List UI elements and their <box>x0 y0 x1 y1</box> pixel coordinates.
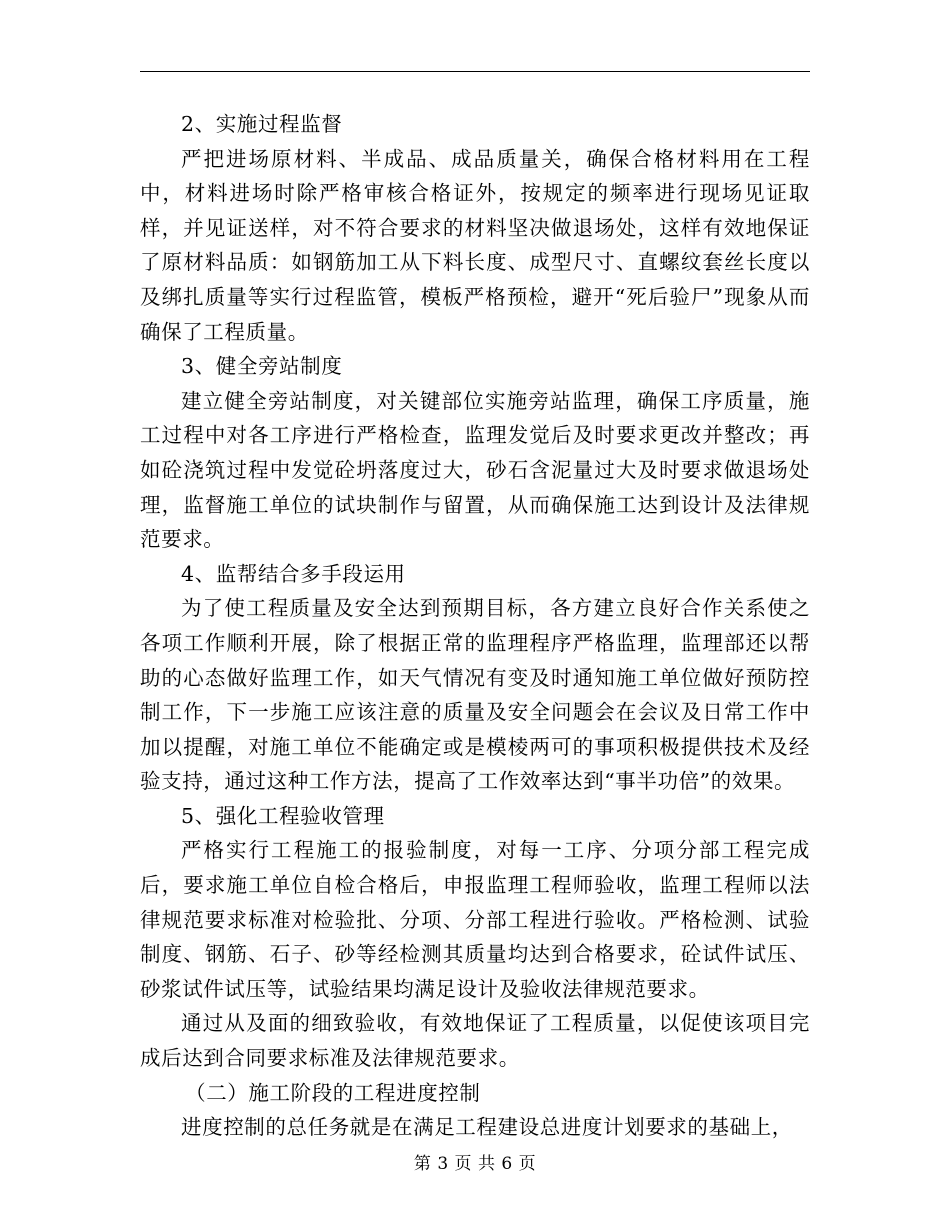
paragraph-material-control: 严把进场原材料、半成品、成品质量关，确保合格材料用在工程中，材料进场时除严格审核合格证外，按规定的频率进行现场见证取样，并见证送样，对不符合要求的材料坚决做退场处，这样有效地保证了原材料品质：如钢筋加工从下料长度、成型尺寸、直螺纹套丝长度以及绑扎质量等实行过程监管，模板严格预检，避开“死后验尸”现象从而确保了工程质量。 <box>140 146 810 344</box>
header-rule <box>140 71 810 72</box>
paragraph-progress-control: 进度控制的总任务就是在满足工程建设总进度计划要求的基础上， <box>181 1115 793 1140</box>
section-heading-4: 4、监帮结合多手段运用 <box>181 561 406 586</box>
subsection-heading-progress: （二）施工阶段的工程进度控制 <box>185 1080 481 1105</box>
section-heading-2: 2、实施过程监督 <box>181 112 343 136</box>
paragraph-acceptance-summary: 通过从及面的细致验收，有效地保证了工程质量，以促使该项目完成后达到合同要求标准及法律规范要求。 <box>140 1011 810 1071</box>
page-footer <box>0 1152 950 1176</box>
section-heading-5: 5、强化工程验收管理 <box>181 803 385 828</box>
paragraph-cooperation: 为了使工程质量及安全达到预期目标，各方建立良好合作关系使之各项工作顺利开展，除了根据正常的监理程序严格监理，监理部还以帮助的心态做好监理工作，如天气情况有变及时通知施工单位做好预防控制工作，下一步施工应该注意的质量及安全问题会在会议及日常工作中加以提醒，对施工单位不能确定或是模棱两可的事项积极提供技术及经验支持，通过这种工作方法，提高了工作效率达到“事半功倍”的效果。 <box>140 596 810 794</box>
paragraph-supervision-system: 建立健全旁站制度，对关键部位实施旁站监理，确保工序质量，施工过程中对各工序进行严格检查，监理发觉后及时要求更改并整改；再如砼浇筑过程中发觉砼坍落度过大，砂石含泥量过大及时要求做退场处理，监督施工单位的试块制作与留置，从而确保施工达到设计及法律规范要求。 <box>140 388 810 552</box>
page-number: 第 3 页 共 6 页 <box>413 1154 537 1174</box>
paragraph-acceptance: 严格实行工程施工的报验制度，对每一工序、分项分部工程完成后，要求施工单位自检合格后，申报监理工程师验收，监理工程师以法律规范要求标准对检验批、分项、分部工程进行验收。严格检测、试验制度、钢筋、石子、砂等经检测其质量均达到合格要求，砼试件试压、砂浆试件试压等，试验结果均满足设计及验收法律规范要求。 <box>140 838 810 1001</box>
document-body <box>140 107 810 1145</box>
section-heading-3: 3、健全旁站制度 <box>181 354 343 379</box>
